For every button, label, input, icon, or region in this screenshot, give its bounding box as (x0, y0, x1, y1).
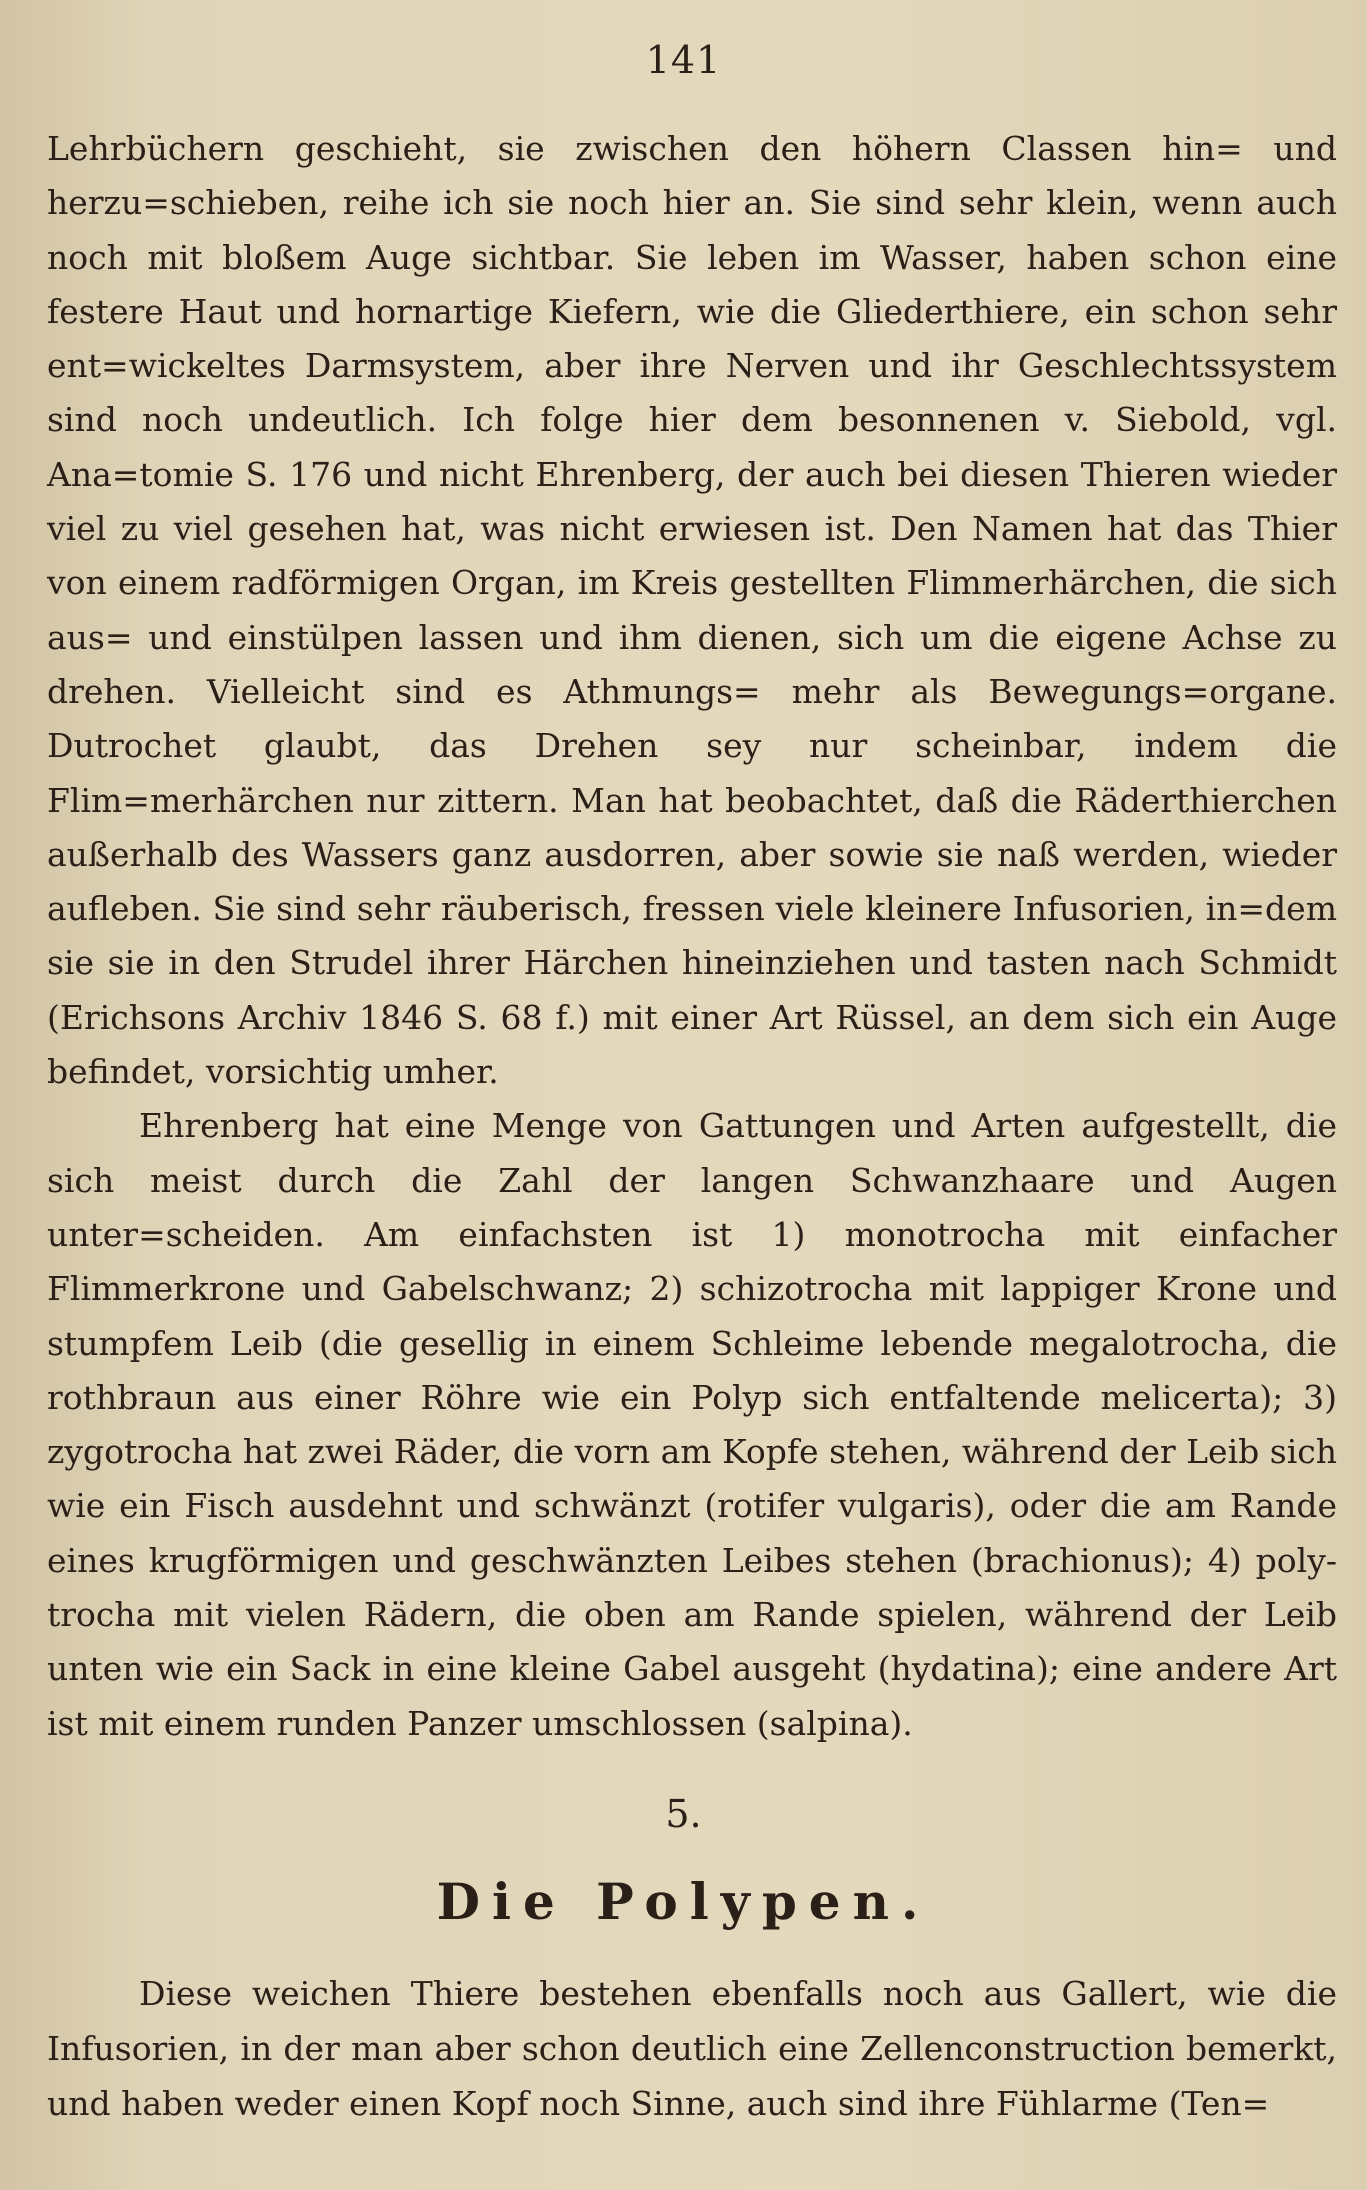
section-number: 5. (665, 1792, 702, 1836)
section-intro-paragraph: Diese weichen Thiere bestehen ebenfalls noch aus Gallert, wie die Infusorien, in der man aber schon deutlich eine Zellenconstruction bemerkt, und haben weder einen Kopf noch Sinne, auch sind ihre Fühlarme (Ten= (47, 1974, 1337, 2123)
page-number: 141 (645, 38, 722, 82)
body-text (47, 122, 1337, 1751)
paragraph-ehrenberg-classification: Ehrenberg hat eine Menge von Gattungen und Arten aufgestellt, die sich meist durch die Zahl der langen Schwanzhaare und Augen unter=scheiden. Am einfachsten ist 1) monotrocha mit einfacher Flimmerkrone und Gabelschwanz; 2) schizotrocha mit lappiger Krone und stumpfem Leib (die gesellig in einem Schleime lebende megalotrocha, die rothbraun aus einer Röhre wie ein Polyp sich entfaltende melicerta); 3) zygotrocha hat zwei Räder, die vorn am Kopfe stehen, während der Leib sich wie ein Fisch ausdehnt und schwänzt (rotifer vulgaris), oder die am Rande eines krugförmigen und geschwänzten Leibes stehen (brachionus); 4) poly-trocha mit vielen Rädern, die oben am Rande spielen, während der Leib unten wie ein Sack in eine kleine Gabel ausgeht (hydatina); eine andere Art ist mit einem runden Panzer umschlossen (salpina). (47, 1106, 1337, 1743)
paragraph-rotifers-description: Lehrbüchern geschieht, sie zwischen den höhern Classen hin= und herzu=schieben, reihe ich sie noch hier an. Sie sind sehr klein, wenn auch noch mit bloßem Auge sichtbar. Sie leben im Wasser, haben schon eine festere Haut und hornartige Kiefern, wie die Gliederthiere, ein schon sehr ent=wickeltes Darmsystem, aber ihre Nerven und ihr Geschlechtssystem sind noch undeutlich. Ich folge hier dem besonnenen v. Siebold, vgl. Ana=tomie S. 176 und nicht Ehrenberg, der auch bei diesen Thieren wieder viel zu viel gesehen hat, was nicht erwiesen ist. Den Namen hat das Thier von einem radförmigen Organ, im Kreis gestellten Flimmerhärchen, die sich aus= und einstülpen lassen und ihm dienen, sich um die eigene Achse zu drehen. Vielleicht sind es Athmungs= mehr als Bewegungs=organe. Dutrochet glaubt, das Drehen sey nur scheinbar, indem die Flim=merhärchen nur zittern. Man hat beobachtet, daß die Räderthierchen außerhalb des Wassers ganz ausdorren, aber sowie sie naß werden, wieder aufleben. Sie sind sehr räuberisch, fressen viele kleinere Infusorien, in=dem sie sie in den Strudel ihrer Härchen hineinziehen und tasten nach Schmidt (Erichsons Archiv 1846 S. 68 f.) mit einer Art Rüssel, an dem sich ein Auge befindet, vorsichtig umher. (47, 129, 1337, 1092)
section-title: Die Polypen. (436, 1872, 931, 1931)
